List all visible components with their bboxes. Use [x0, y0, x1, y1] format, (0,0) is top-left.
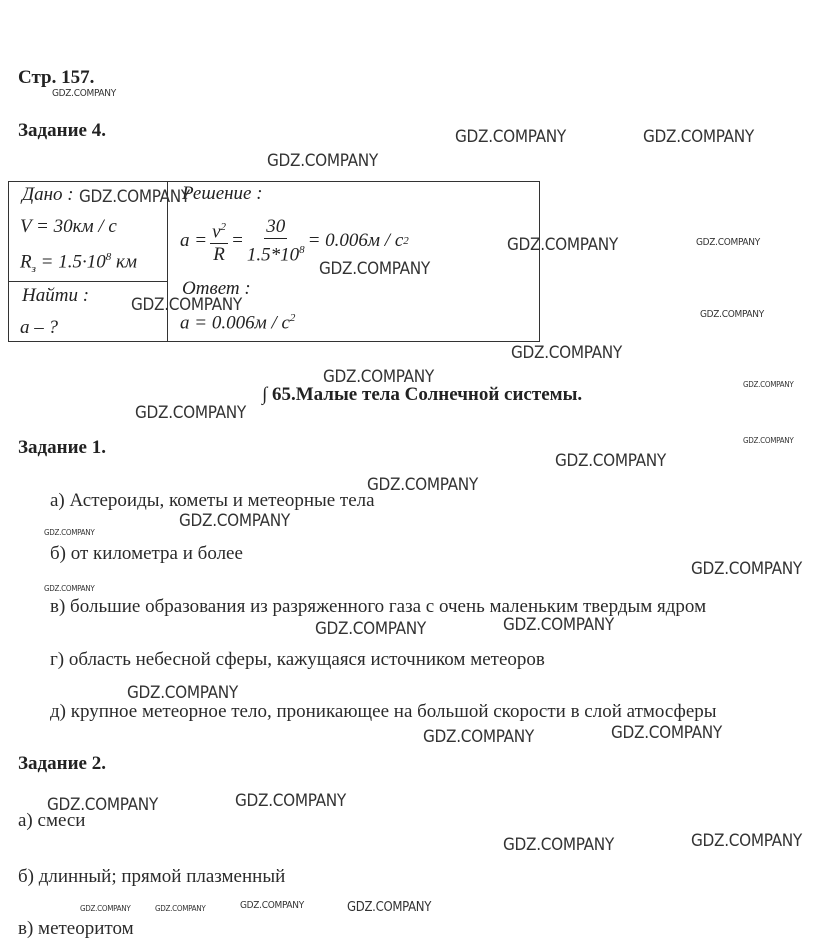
watermark: GDZ.COMPANY: [47, 795, 158, 815]
watermark: GDZ.COMPANY: [367, 475, 478, 495]
watermark: GDZ.COMPANY: [131, 295, 242, 315]
watermark: GDZ.COMPANY: [743, 436, 794, 445]
watermark: GDZ.COMPANY: [267, 151, 378, 171]
watermark: GDZ.COMPANY: [555, 451, 666, 471]
watermark: GDZ.COMPANY: [127, 683, 238, 703]
find-label: Найти :: [22, 285, 90, 306]
given-radius: $R_з = 1.5\cdot 10^8$ км: [20, 251, 137, 276]
task2-item-a: а) смеси: [18, 810, 86, 831]
watermark: GDZ.COMPANY: [240, 900, 304, 911]
watermark: GDZ.COMPANY: [700, 309, 764, 320]
solution-label: Решение :: [182, 183, 263, 204]
watermark: GDZ.COMPANY: [323, 367, 434, 387]
task1-item-e: д) крупное метеорное тело, проникающее на большой скорости в слой атмосферы: [50, 701, 717, 722]
watermark: GDZ.COMPANY: [44, 584, 95, 593]
solution-formula: a = $\frac{v^2}{R}$ = $\frac{30}{1.5*10^8}$ = 0.006м / с 2: [180, 216, 409, 266]
watermark: GDZ.COMPANY: [235, 791, 346, 811]
watermark: GDZ.COMPANY: [643, 127, 754, 147]
task1-item-b: б) от километра и более: [50, 543, 243, 564]
watermark: GDZ.COMPANY: [507, 235, 618, 255]
watermark: GDZ.COMPANY: [503, 835, 614, 855]
watermark: GDZ.COMPANY: [743, 380, 794, 389]
watermark: GDZ.COMPANY: [319, 259, 430, 279]
task1-item-a: а) Астероиды, кометы и метеорные тела: [50, 490, 375, 511]
task1-item-c: в) большие образования из разряженного газа с очень маленьким твердым ядром: [50, 596, 707, 617]
section-title: ∫ 65.Малые тела Солнечной системы.: [262, 384, 583, 405]
watermark: GDZ.COMPANY: [179, 511, 290, 531]
watermark: GDZ.COMPANY: [691, 831, 802, 851]
task2-item-c: в) метеоритом: [18, 918, 134, 939]
answer-label: Ответ :: [182, 278, 251, 299]
given-label: Дано :: [22, 184, 74, 205]
task4-heading: Задание 4.: [18, 120, 106, 141]
watermark: GDZ.COMPANY: [135, 403, 246, 423]
watermark: GDZ.COMPANY: [347, 900, 432, 915]
watermark: GDZ.COMPANY: [696, 237, 760, 248]
task1-heading: Задание 1.: [18, 437, 106, 458]
watermark: GDZ.COMPANY: [155, 904, 206, 913]
watermark: GDZ.COMPANY: [455, 127, 566, 147]
task2-item-b: б) длинный; прямой плазменный: [18, 866, 286, 887]
watermark: GDZ.COMPANY: [80, 904, 131, 913]
page-label: Стр. 157.: [18, 67, 95, 88]
watermark: GDZ.COMPANY: [79, 187, 190, 207]
watermark: GDZ.COMPANY: [52, 88, 116, 99]
task2-heading: Задание 2.: [18, 753, 106, 774]
watermark: GDZ.COMPANY: [44, 528, 95, 537]
watermark: GDZ.COMPANY: [315, 619, 426, 639]
given-velocity: V = 30км / с: [20, 216, 117, 237]
watermark: GDZ.COMPANY: [691, 559, 802, 579]
watermark: GDZ.COMPANY: [511, 343, 622, 363]
find-value: a – ?: [20, 317, 58, 338]
answer-value: $a = 0.006м / с^2$: [180, 312, 296, 334]
watermark: GDZ.COMPANY: [423, 727, 534, 747]
watermark: GDZ.COMPANY: [503, 615, 614, 635]
task1-item-d: г) область небесной сферы, кажущаяся источником метеоров: [50, 649, 545, 670]
watermark: GDZ.COMPANY: [611, 723, 722, 743]
